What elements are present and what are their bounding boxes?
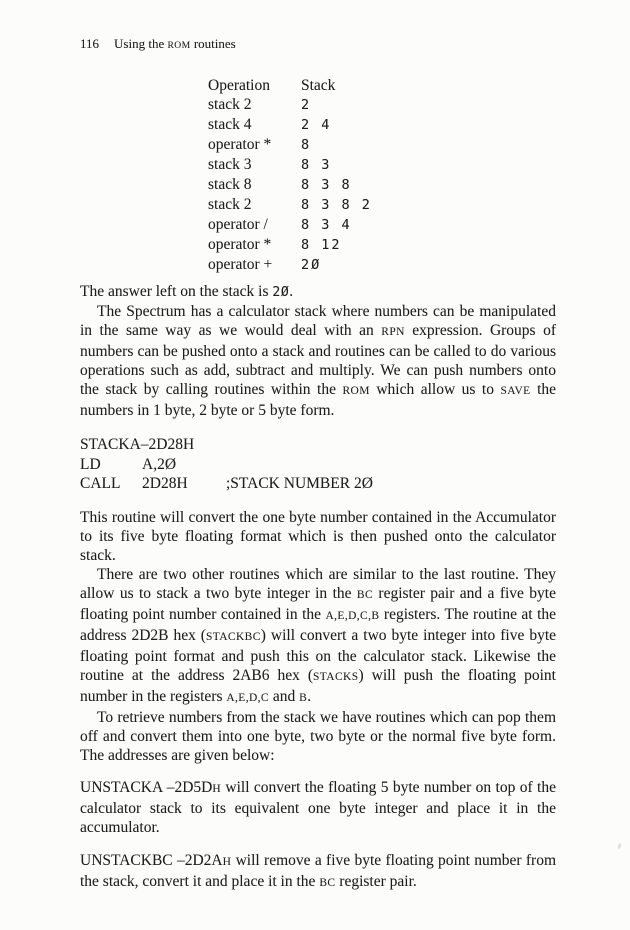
text-run: STACKS [313, 670, 359, 683]
table-row [208, 115, 556, 135]
operation-cell: stack 8 [208, 176, 252, 193]
text-run: H [212, 782, 222, 795]
stack-cell: 8 3 8 [301, 177, 352, 193]
stack-cell: 2 [301, 97, 312, 113]
text-run: ) will convert a two byte integer into five byte floating point format and push this on the calculator stack. Likewise the routine at the address 2AB6 hex ( [80, 626, 557, 684]
running-header [80, 36, 556, 54]
text-run: ROM [167, 40, 191, 51]
text-run: H [222, 855, 232, 868]
table-row [208, 155, 556, 175]
table-row [208, 235, 556, 255]
mnemonic-cell: STACKA–2D28H [80, 436, 195, 453]
table-row [208, 215, 556, 235]
text-run: B [299, 691, 308, 704]
text-run: SAVE [500, 385, 531, 397]
chapter-title [114, 36, 236, 54]
operand-cell: A,2Ø [142, 455, 177, 473]
text-run: STACKBC [205, 630, 261, 643]
table-row [208, 255, 556, 275]
body-text-block [80, 282, 556, 420]
paragraph-routine-convert [80, 508, 556, 565]
text-run: BC [356, 588, 374, 601]
stack-cell: 8 [301, 137, 312, 153]
text-run: ROM [342, 385, 370, 397]
text-run: UNSTACKBC –2D2A [80, 851, 223, 869]
paragraph-retrieve [80, 708, 556, 765]
stack-cell: 2Ø [301, 257, 322, 273]
mnemonic-cell: CALL [80, 475, 121, 492]
operation-cell: stack 2 [208, 96, 252, 113]
text-run: . [289, 283, 294, 300]
code-line [80, 474, 556, 494]
text-run: the numbers in 1 byte, 2 byte or 5 byte form. [80, 381, 557, 419]
stack-cell: 8 3 [301, 157, 332, 173]
text-run: UNSTACKA –2D5D [80, 778, 213, 796]
text-run: ) will push the floating point number in the registers [80, 666, 556, 705]
page-number: 116 [80, 36, 100, 51]
code-line [80, 455, 556, 475]
text-run: A,E,D,C [226, 691, 269, 704]
text-run: which allow us to [369, 381, 501, 398]
text-run: BC [319, 876, 336, 889]
text-run: will remove a five byte floating point number from the stack, convert it and place it in the [80, 851, 556, 890]
table-row [208, 135, 556, 155]
table-row [208, 195, 556, 215]
operation-cell: operator + [208, 256, 273, 273]
paragraph-other-routines [80, 565, 556, 708]
operation-cell: stack 4 [208, 116, 252, 133]
text-run: Using the [114, 36, 168, 51]
operand-cell: 2D28H [142, 475, 188, 492]
assembly-listing [80, 435, 556, 494]
mnemonic-cell: LD [80, 455, 101, 473]
scan-speck [617, 843, 622, 850]
text-run: routines [190, 36, 236, 51]
text-run: This routine will convert the one byte number contained in the Accumulator to its five byte floating format which is then pushed onto the calculator stack. [80, 508, 556, 564]
text-run: The answer left on the stack is [80, 283, 273, 300]
paragraph-answer [80, 282, 556, 302]
stack-cell: 8 12 [301, 237, 342, 253]
text-run: RPN [381, 326, 405, 338]
operation-cell: operator * [208, 136, 272, 153]
stack-cell: 8 3 4 [301, 217, 352, 233]
operation-cell: operator * [208, 236, 272, 253]
table-row [208, 175, 556, 195]
operation-cell: stack 2 [208, 196, 252, 213]
body-text-block [80, 508, 556, 765]
operation-header: Operation [208, 77, 270, 94]
comment-cell: ;STACK NUMBER 2Ø [226, 475, 373, 492]
text-run: registers. The routine at the address 2D2B hex ( [80, 605, 557, 644]
paragraph-calculator-stack [80, 302, 556, 420]
text-run: and [268, 687, 300, 705]
text-run: expression. Groups of numbers can be pushed onto a stack and routines can be called to do various operations such as add, subtract and multiply. We can push numbers onto the stack by calling routines within the [80, 322, 556, 398]
stack-cell: 2 4 [301, 117, 332, 133]
text-run: . [307, 687, 312, 705]
table-row [208, 95, 556, 115]
stack-header: Stack [301, 77, 336, 94]
text-run: register pair. [335, 872, 417, 890]
operation-stack-table [208, 76, 556, 275]
paragraph-unstackbc [80, 851, 556, 893]
text-run: register pair and a five byte floating point number contained in the [80, 584, 556, 623]
operation-cell: stack 3 [208, 156, 252, 173]
text-run: 2Ø [272, 285, 290, 300]
text-run: A,E,D,C,B [325, 609, 380, 622]
code-line [80, 435, 556, 455]
text-run: To retrieve numbers from the stack we have routines which can pop them off and convert them into one byte, two byte or the normal five byte form. The addresses are given below: [80, 708, 556, 764]
text-run: There are two other routines which are similar to the last routine. They allow us to stack a two byte integer in the [80, 565, 556, 602]
operation-cell: operator / [208, 216, 268, 233]
text-run: The Spectrum has a calculator stack where numbers can be manipulated in the same way as we would deal with an [80, 303, 556, 339]
text-run: will convert the floating 5 byte number on top of the calculator stack to its equivalent one byte integer and place it in the accumulator. [80, 778, 556, 836]
table-header-row [208, 76, 556, 95]
stack-cell: 8 3 8 2 [301, 197, 372, 213]
paragraph-unstacka [80, 778, 556, 837]
